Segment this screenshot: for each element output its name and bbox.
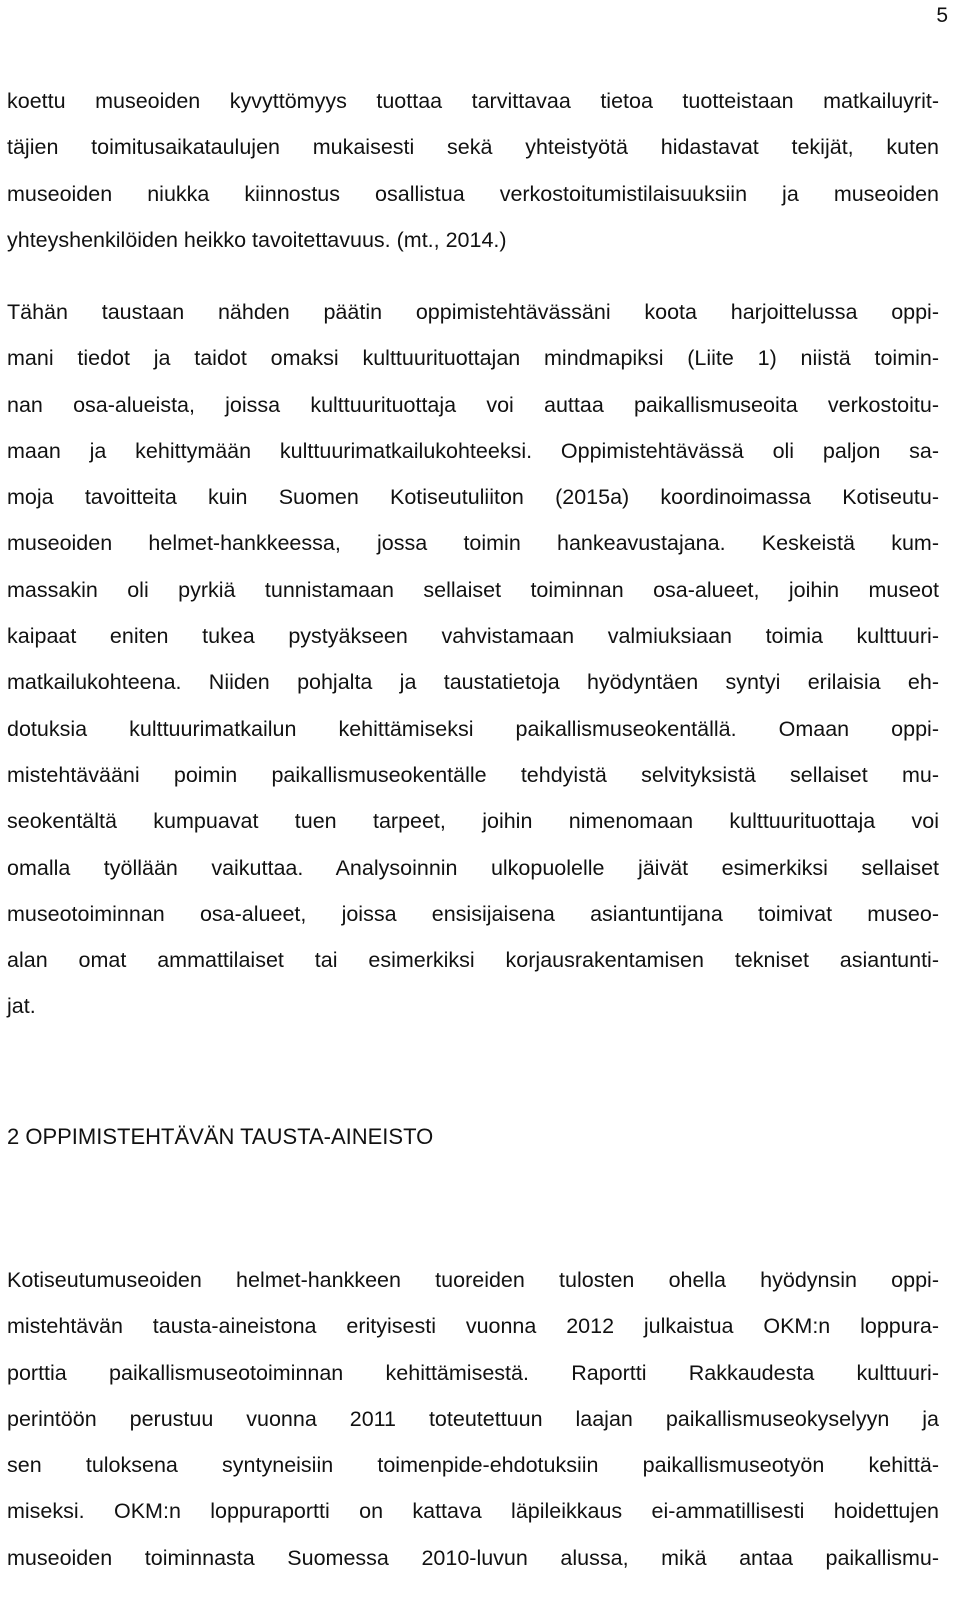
- text-line: museoiden helmet-hankkeessa, jossa toimin hankeavustajana. Keskeistä kum-: [7, 531, 939, 556]
- text-line: museotoiminnan osa-alueet, joissa ensisijaisena asiantuntijana toimivat museo-: [7, 901, 939, 926]
- text-line: alan omat ammattilaiset tai esimerkiksi korjausrakentamisen tekniset asiantunti-: [7, 948, 939, 973]
- text-line: koettu museoiden kyvyttömyys tuottaa tarvittavaa tietoa tuotteistaan matkailuyrit-: [7, 89, 939, 113]
- page-number: 5: [936, 4, 948, 27]
- text-line: porttia paikallismuseotoiminnan kehittämisestä. Raportti Rakkaudesta kulttuuri-: [7, 1360, 939, 1385]
- text-line: omalla työllään vaikuttaa. Analysoinnin ulkopuolelle jäivät esimerkiksi sellaiset: [7, 855, 939, 880]
- text-line: jat.: [7, 994, 36, 1019]
- text-line: mistehtävän tausta-aineistona erityisesti vuonna 2012 julkaistua OKM:n loppura-: [7, 1314, 939, 1339]
- section-heading: 2 OPPIMISTEHTÄVÄN TAUSTA-AINEISTO: [7, 1124, 434, 1149]
- text-line: nan osa-alueista, joissa kulttuurituottaja voi auttaa paikallismuseoita verkostoitu-: [7, 392, 939, 417]
- paragraph-learning-task: [7, 289, 939, 1030]
- text-line: miseksi. OKM:n loppuraportti on kattava läpileikkaus ei-ammatillisesti hoidettujen: [7, 1499, 939, 1524]
- paragraph-background-material: [7, 1257, 939, 1581]
- text-line: moja tavoitteita kuin Suomen Kotiseutuliiton (2015a) koordinoimassa Kotiseutu-: [7, 485, 939, 510]
- text-line: dotuksia kulttuurimatkailun kehittämiseksi paikallismuseokentällä. Omaan oppi-: [7, 716, 939, 741]
- text-line: museoiden toiminnasta Suomessa 2010-luvun alussa, mikä antaa paikallismu-: [7, 1545, 939, 1570]
- text-line: mistehtävääni poimin paikallismuseokentälle tehdyistä selvityksistä sellaiset mu-: [7, 762, 939, 787]
- text-line: seokentältä kumpuavat tuen tarpeet, joihin nimenomaan kulttuurituottaja voi: [7, 809, 939, 834]
- text-line: maan ja kehittymään kulttuurimatkailukohteeksi. Oppimistehtävässä oli paljon sa-: [7, 438, 939, 463]
- text-line: täjien toimitusaikataulujen mukaisesti sekä yhteistyötä hidastavat tekijät, kuten: [7, 135, 939, 160]
- text-line: matkailukohteena. Niiden pohjalta ja taustatietoja hyödyntäen syntyi erilaisia eh-: [7, 670, 939, 695]
- text-line: Kotiseutumuseoiden helmet-hankkeen tuoreiden tulosten ohella hyödynsin oppi-: [7, 1268, 939, 1292]
- text-line: yhteyshenkilöiden heikko tavoitettavuus. (mt., 2014.): [7, 227, 507, 252]
- text-line: museoiden niukka kiinnostus osallistua verkostoitumistilaisuuksiin ja museoiden: [7, 181, 939, 206]
- text-line: perintöön perustuu vuonna 2011 toteutettuun laajan paikallismuseokyselyyn ja: [7, 1406, 939, 1431]
- text-line: kaipaat eniten tukea pystyäkseen vahvistamaan valmiuksiaan toimia kulttuuri-: [7, 624, 939, 649]
- text-line: Tähän taustaan nähden päätin oppimistehtävässäni koota harjoittelussa oppi-: [7, 300, 939, 324]
- paragraph-intro-continuation: [7, 78, 939, 263]
- text-line: mani tiedot ja taidot omaksi kulttuurituottajan mindmapiksi (Liite 1) niistä toimin-: [7, 346, 939, 371]
- text-line: sen tuloksena syntyneisiin toimenpide-ehdotuksiin paikallismuseotyön kehittä-: [7, 1453, 939, 1478]
- text-line: massakin oli pyrkiä tunnistamaan sellaiset toiminnan osa-alueet, joihin museot: [7, 577, 939, 602]
